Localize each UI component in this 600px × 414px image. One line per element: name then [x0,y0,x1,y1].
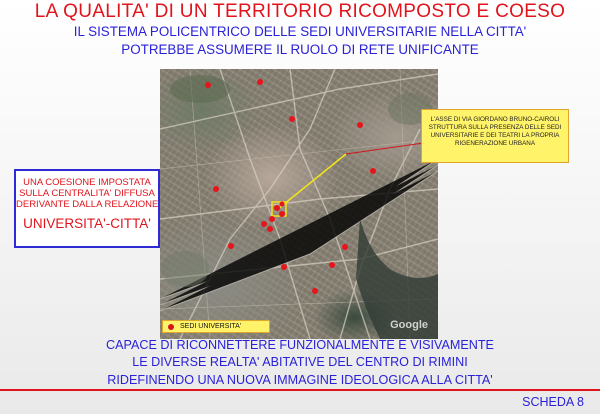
callout-line-3: DERIVANTE DALLA RELAZIONE [16,199,159,210]
bottom-line-1: CAPACE DI RICONNETTERE FUNZIONALMENTE E VISIVAMENTE [106,338,494,352]
marker [357,122,363,128]
marker [329,262,335,268]
marker [228,243,234,249]
marker [261,221,267,227]
axis-callout-line-3: UNIVERSITARIE E DEI TEATRI LA PROPRIA [430,132,560,139]
axis-callout-line-2: STRUTTURA SULLA PRESENZA DELLE SEDI [428,124,562,131]
subtitle-line-1: IL SISTEMA POLICENTRICO DELLE SEDI UNIVERSITARIE NELLA CITTA' [73,24,527,39]
marker [257,79,263,85]
axis-callout-line-1: L'ASSE DI VIA GIORDANO BRUNO-CAIROLI [430,116,560,123]
marker [312,288,318,294]
callout-line-1: UNA COESIONE IMPOSTATA [23,177,151,188]
marker [281,264,287,270]
marker [274,205,280,211]
footer-divider [0,389,600,391]
legend-label: SEDI UNIVERSITA' [180,323,242,330]
page-title: LA QUALITA' DI UN TERRITORIO RICOMPOSTO E COESO [34,1,566,22]
axis-callout [421,109,569,163]
sheet-label: SCHEDA 8 [522,395,584,409]
bottom-line-2: LE DIVERSE REALTA' ABITATIVE DEL CENTRO DI RIMINI [132,355,468,369]
subtitle-line-2: POTREBBE ASSUMERE IL RUOLO DI RETE UNIFICANTE [121,42,479,57]
marker [279,211,285,217]
marker [289,116,295,122]
marker [370,168,376,174]
marker [267,226,273,232]
marker [269,216,275,222]
map-watermark: Google [390,319,428,331]
marker [342,244,348,250]
marker [205,82,211,88]
cohesion-callout [14,169,160,248]
legend-dot-icon [168,324,174,330]
callout-line-2: SULLA CENTRALITA' DIFFUSA [19,188,155,199]
bottom-line-3: RIDEFINENDO UNA NUOVA IMMAGINE IDEOLOGICA ALLA CITTA' [107,373,493,387]
satellite-map [160,69,438,339]
callout-highlight: UNIVERSITA'-CITTA' [23,216,151,231]
map-overlay [160,69,438,339]
marker [213,186,219,192]
axis-callout-line-4: RIGENERAZIONE URBANA [454,140,536,147]
marker [280,202,285,207]
map-legend [162,320,270,333]
